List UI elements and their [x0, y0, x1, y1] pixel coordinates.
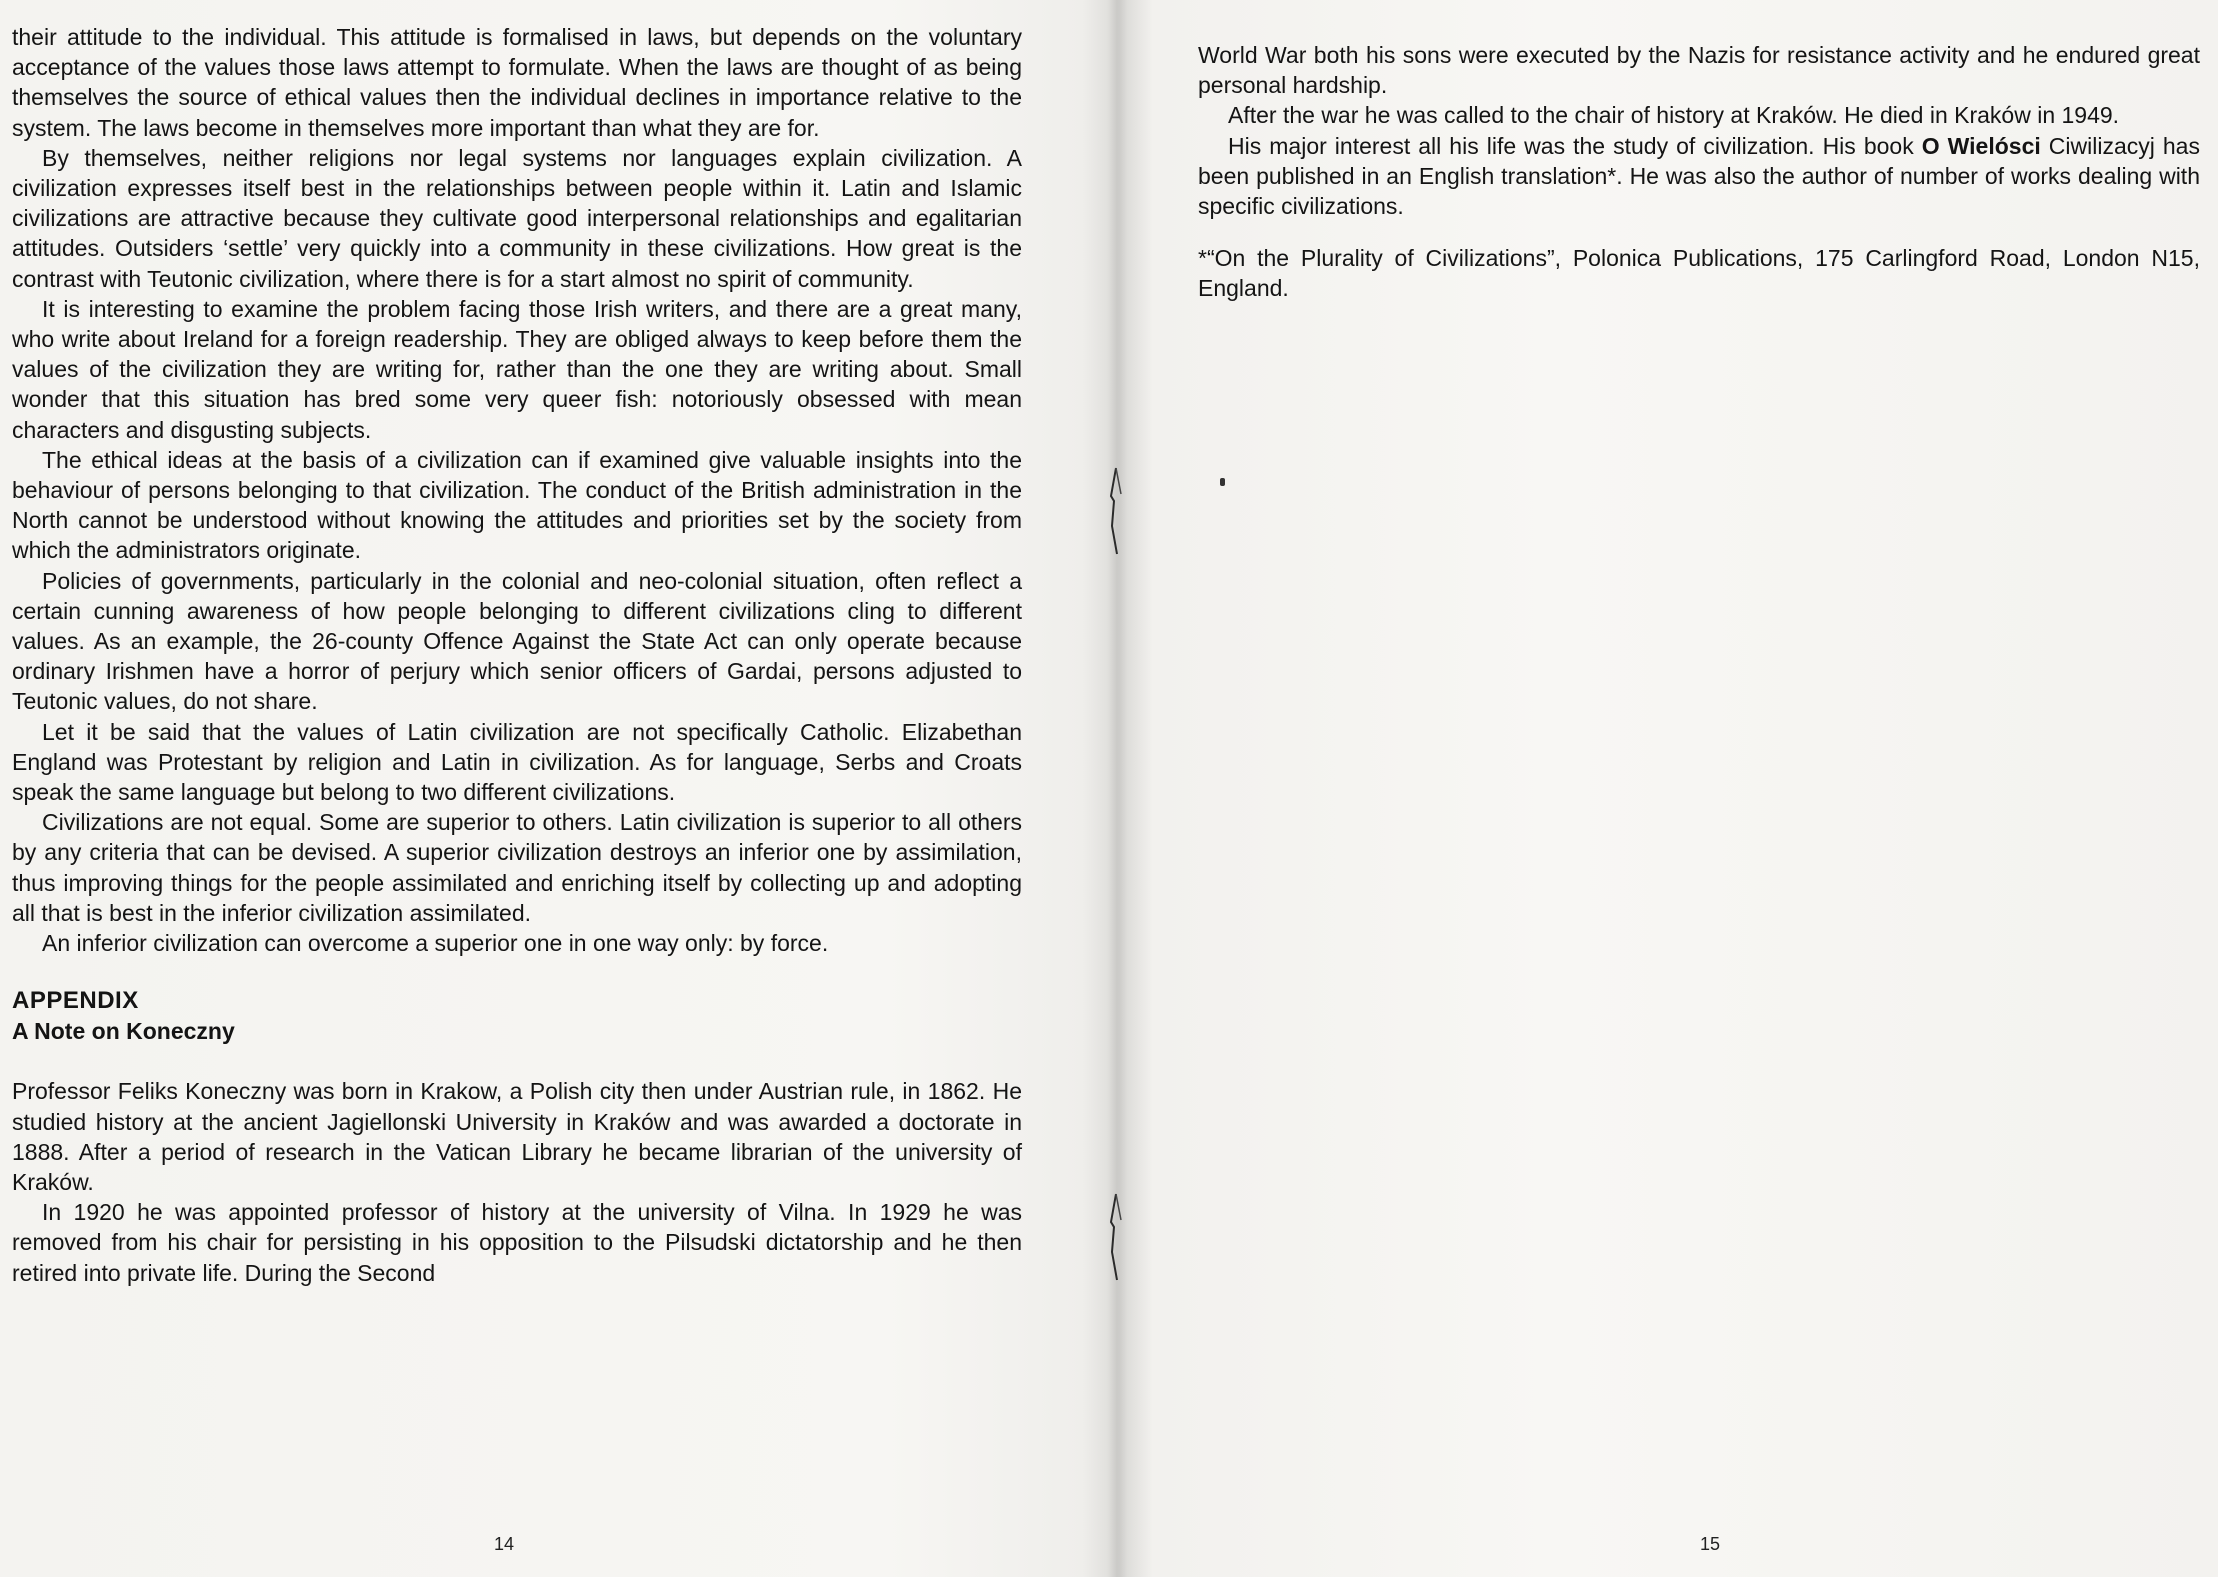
left-paragraph-1: their attitude to the individual. This attitude is formalised in laws, but depends on the voluntary acceptance of the values those laws attempt to formulate. When the laws are thought of as being themselves the source of ethical values then the individual declines in importance relative to the system. The laws become in themselves more important than what they are for.: [12, 24, 1022, 141]
right-paragraph-2: After the war he was called to the chair of history at Kraków. He died in Kraków in 1949.: [1228, 102, 2120, 129]
ink-speck: [1220, 478, 1225, 486]
right-page: [1198, 40, 2200, 304]
staple-top: [1108, 466, 1124, 556]
appendix-subheading: A Note on Koneczny: [12, 1018, 235, 1045]
appendix-heading: APPENDIX: [12, 987, 139, 1015]
left-paragraph-4: The ethical ideas at the basis of a civilization can if examined give valuable insights into the behaviour of persons belonging to that civilization. The conduct of the British administration in the North cannot be understood without knowing the attitudes and priorities set by the society from which the administrators originate.: [12, 446, 1022, 564]
right-paragraph-3-start: His major interest all his life was the study of civilization. His book: [1228, 132, 1922, 159]
staple-bottom: [1108, 1192, 1124, 1282]
right-paragraph-3: [1198, 131, 2200, 222]
book-title: O Wielósci: [1921, 132, 2041, 159]
left-paragraph-6: Let it be said that the values of Latin civilization are not specifically Catholic. Elizabethan England was Protestant by religion and Latin in civilization. As for language, Serbs and Croats speak the same language but belong to two different civilizations.: [12, 718, 1022, 806]
appendix-paragraph-2: In 1920 he was appointed professor of history at the university of Vilna. In 1929 he was removed from his chair for persisting in his opposition to the Pilsudski dictatorship and he then retired into private life. During the Second: [12, 1199, 1022, 1286]
right-paragraph-3-end: Ciwilizacyj has been published in an English translation*. He was also the author of number of works dealing with specific civilizations.: [1198, 132, 2200, 220]
left-paragraph-3: It is interesting to examine the problem facing those Irish writers, and there are a great many, who write about Ireland for a foreign readership. They are obliged always to keep before them the values of the civilization they are writing for, rather than the one they are writing about. Small wonder that this situation has bred some very queer fish: notoriously obsessed with mean characters and disgusting subjects.: [12, 295, 1022, 443]
right-paragraph-1: World War both his sons were executed by the Nazis for resistance activity and he endured great personal hardship.: [1198, 42, 2200, 99]
left-paragraph-5: Policies of governments, particularly in the colonial and neo-colonial situation, often reflect a certain cunning awareness of how people belonging to different civilizations cling to different values. As an example, the 26-county Offence Against the State Act can only operate because ordinary Irishmen have a horror of perjury which senior officers of Gardai, persons adjusted to Teutonic values, do not share.: [12, 567, 1022, 715]
left-page: [12, 22, 1022, 1288]
appendix-paragraph-1: Professor Feliks Koneczny was born in Krakow, a Polish city then under Austrian rule, in 1862. He studied history at the ancient Jagiellonski University in Kraków and was awarded a doctorate in 1888. After a period of research in the Vatican Library he became librarian of the university of Kraków.: [12, 1078, 1022, 1195]
page-number-left: 14: [494, 1534, 515, 1554]
footnote: *“On the Plurality of Civilizations”, Polonica Publications, 175 Carlingford Road, London N15, England.: [1198, 245, 2200, 302]
left-paragraph-8: An inferior civilization can overcome a superior one in one way only: by force.: [42, 930, 829, 957]
left-paragraph-2: By themselves, neither religions nor legal systems nor languages explain civilization. A civilization expresses itself best in the relationships between people within it. Latin and Islamic civilizations are attractive because they cultivate good interpersonal relationships and egalitarian attitudes. Outsiders ‘settle’ very quickly into a community in these civilizations. How great is the contrast with Teutonic civilization, where there is for a start almost no spirit of community.: [12, 144, 1022, 292]
left-paragraph-7: Civilizations are not equal. Some are superior to others. Latin civilization is superior to all others by any criteria that can be devised. A superior civilization destroys an inferior one by assimilation, thus improving things for the people assimilated and enriching itself by collecting up and adopting all that is best in the inferior civilization assimilated.: [12, 809, 1022, 926]
page-number-right: 15: [1700, 1534, 1721, 1554]
book-gutter: [1082, 0, 1152, 1577]
